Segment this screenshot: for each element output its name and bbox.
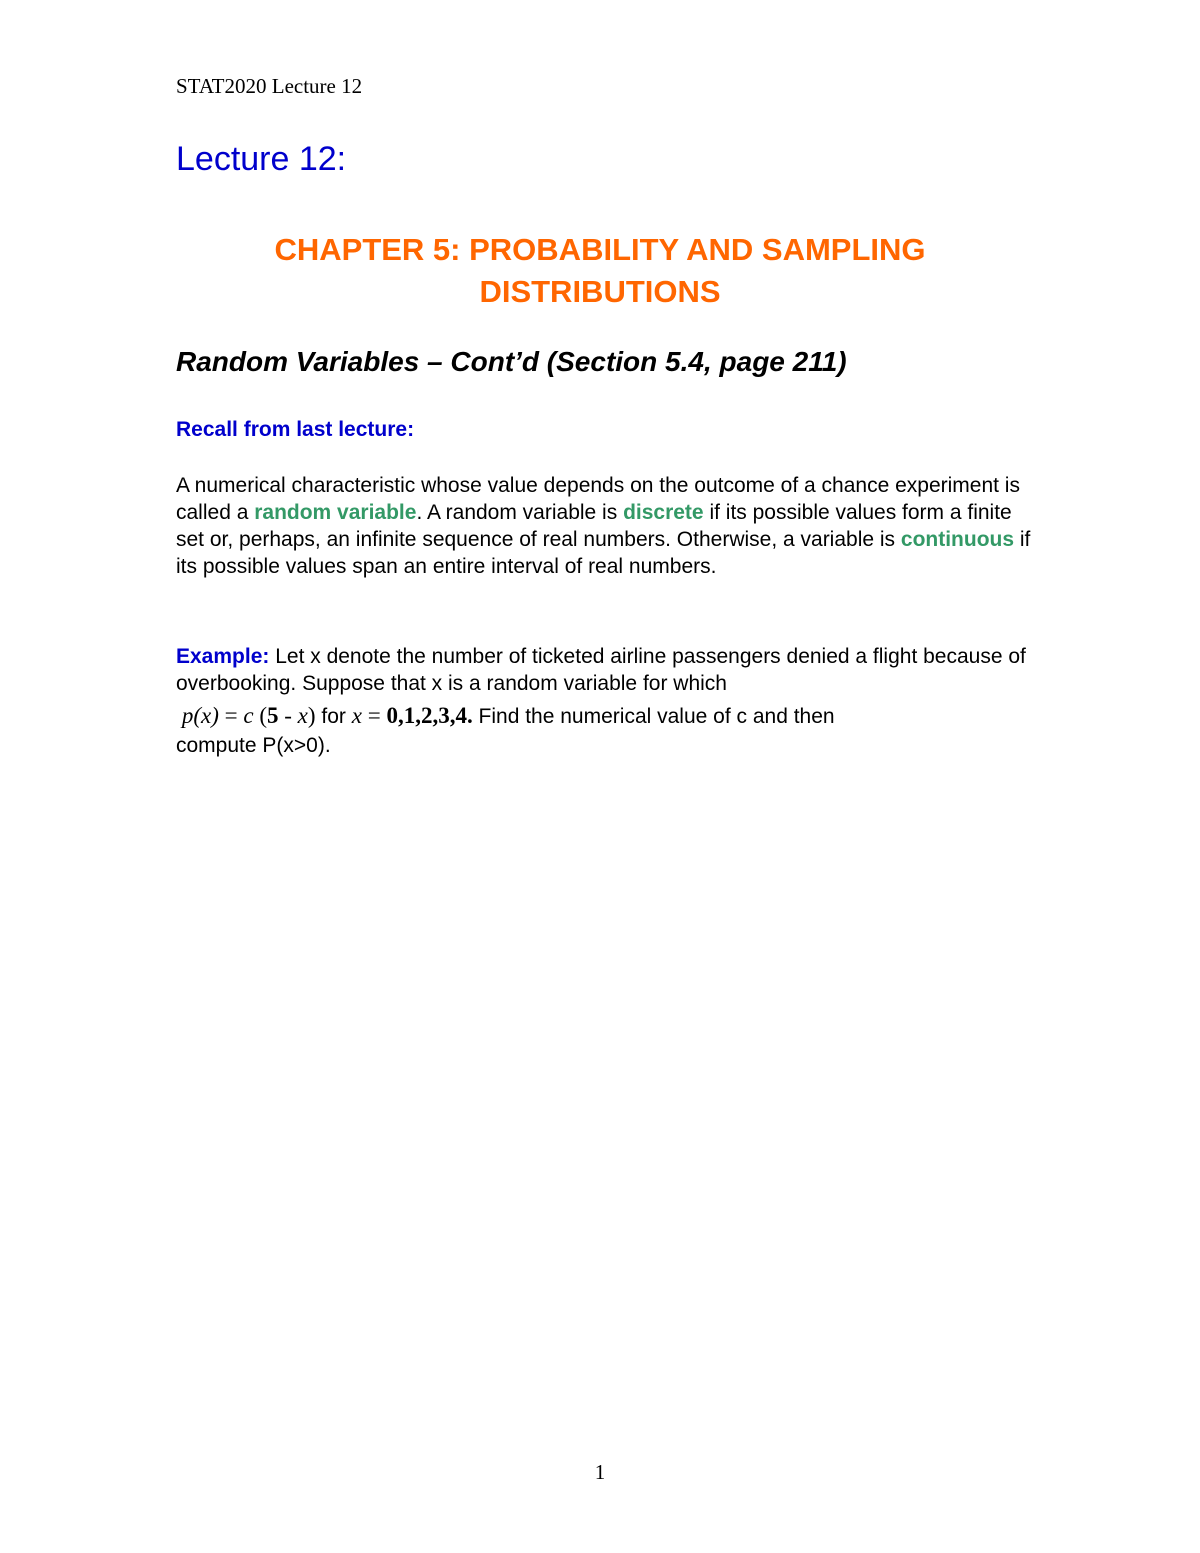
formula-paren-close: ) (307, 703, 316, 728)
chapter-title (176, 229, 1024, 313)
formula-line (176, 700, 1036, 732)
chapter-title-line-1: CHAPTER 5: PROBABILITY AND SAMPLING (274, 232, 926, 267)
chapter-title-line-2: DISTRIBUTIONS (479, 274, 721, 309)
example-intro (176, 643, 1036, 697)
term-discrete: discrete (623, 501, 704, 524)
example-question: compute P(x>0). (176, 734, 331, 757)
definition-text: A numerical characteristic whose value depends on the outcome of a chance experiment is called a (176, 474, 1020, 524)
formula-x: x (297, 703, 308, 728)
domain-x: x (351, 703, 362, 728)
domain-formula (352, 703, 473, 728)
section-heading: Random Variables – Cont’d (Section 5.4, page 211) (176, 346, 847, 377)
formula-eq: = (218, 703, 244, 728)
formula-c: c (243, 703, 254, 728)
formula-minus: - (278, 703, 298, 728)
definition-text: if its possible values form a finite set or, perhaps, an infinite sequence of real numbers. Otherwise, a variable is (176, 501, 1012, 551)
definition-text: . A random variable is (416, 501, 624, 524)
domain-eq: = (361, 703, 387, 728)
formula-p: p (181, 703, 194, 728)
term-random-variable: random variable (254, 501, 417, 524)
domain-values: 0,1,2,3,4. (386, 703, 473, 728)
example-text: Find the numerical value of c and then (472, 705, 835, 728)
for-text: for (315, 705, 352, 728)
term-continuous: continuous (900, 528, 1015, 551)
formula-paren-open: ( (253, 703, 267, 728)
probability-formula (182, 703, 316, 728)
lecture-title: Lecture 12: (176, 140, 347, 178)
example-paragraph (176, 643, 1036, 759)
definition-paragraph (176, 472, 1036, 580)
example-text: Let x denote the number of ticketed airline passengers denied a flight because of overbooking. Suppose that x is a random variable for which (176, 645, 1026, 695)
definition-text: if its possible values span an entire interval of real numbers. (176, 528, 1031, 578)
formula-arg: (x) (193, 703, 219, 728)
running-header: STAT2020 Lecture 12 (176, 74, 363, 98)
recall-label: Recall from last lecture: (176, 418, 415, 441)
example-label: Example: (176, 645, 270, 668)
page-number: 1 (594, 1460, 606, 1484)
formula-five: 5 (267, 703, 279, 728)
